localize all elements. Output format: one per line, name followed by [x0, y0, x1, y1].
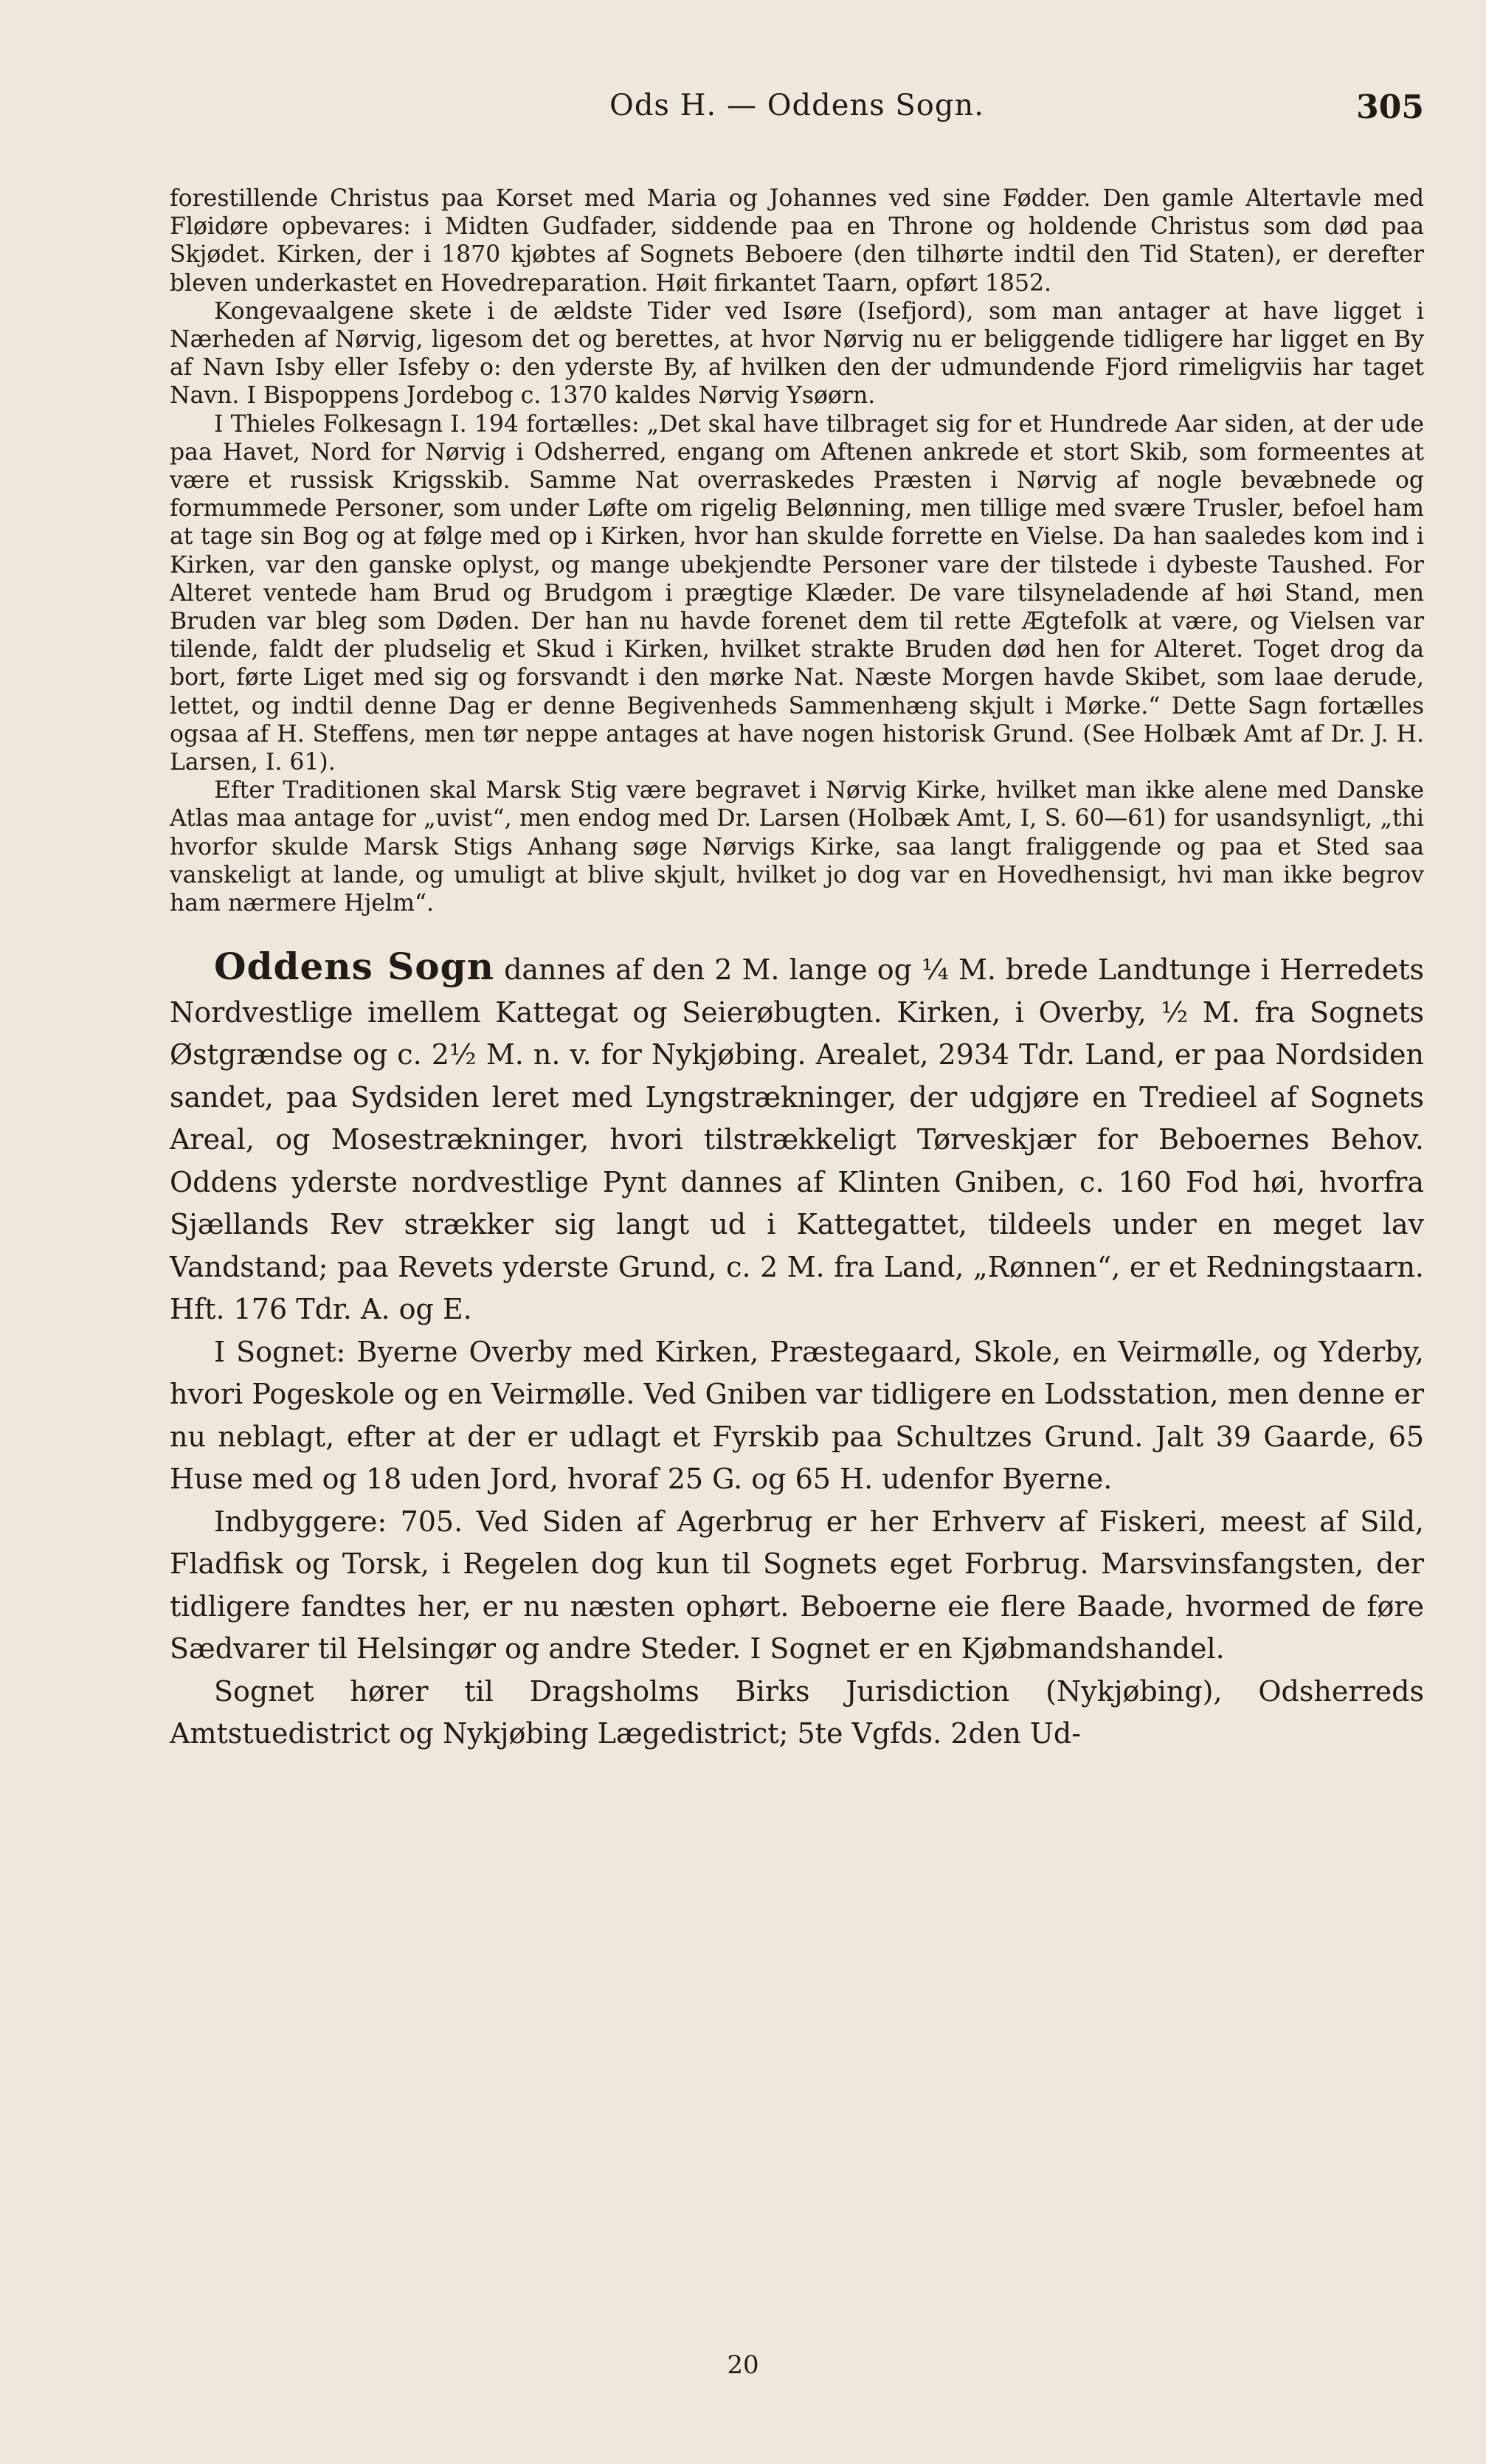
paragraph-oddens-sogn	[170, 945, 1424, 1331]
paragraph-folk-tale: I Thieles Folkesagn I. 194 fortælles: „Det skal have tilbraget sig for et Hundrede Aar siden, at der ude paa Havet, Nord for Nørvig i Odsherred, engang om Aftenen ankrede et stort Skib, som formeentes at være et russisk Krigsskib. Samme Nat overraskedes Præsten i Nørvig af nogle bevæbnede og formummede Personer, som under Løfte om rigelig Belønning, men tillige med svære Trusler, befoel ham at tage sin Bog og at følge med op i Kirken, hvor han skulde forrette en Vielse. Da han saaledes kom ind i Kirken, var den ganske oplyst, og mange ubekjendte Personer vare der tilstede i dybeste Taushed. For Alteret ventede ham Brud og Brudgom i prægtige Klæder. De vare tilsyneladende af høi Stand, men Bruden var bleg som Døden. Der han nu havde forenet dem til rette Ægtefolk at være, og Vielsen var tilende, faldt der pludselig et Skud i Kirken, hvilket strakte Bruden død hen for Alteret. Toget drog da bort, førte Liget med sig og forsvandt i den mørke Nat. Næste Morgen havde Skibet, som laae derude, lettet, og indtil denne Dag er denne Begivenheds Sammenhæng skjult i Mørke.“ Dette Sagn fortælles ogsaa af H. Steffens, men tør neppe antages at have nogen historisk Grund. (See Holbæk Amt af Dr. J. H. Larsen, I. 61).	[170, 410, 1424, 776]
paragraph-inhabitants: Indbyggere: 705. Ved Siden af Agerbrug er her Erhverv af Fiskeri, meest af Sild, Fladfisk og Torsk, i Regelen dog kun til Sognets eget Forbrug. Marsvinsfangsten, der tidligere fandtes her, er nu næsten ophørt. Beboerne eie flere Baade, hvormed de føre Sædvarer til Helsingør og andre Steder. I Sognet er en Kjøbmandshandel.	[170, 1505, 1424, 1666]
footer-signature: 20	[727, 2350, 759, 2380]
page-number: 305	[1356, 89, 1424, 126]
body-text	[170, 184, 1424, 1756]
paragraph-jurisdiction: Sognet hører til Dragsholms Birks Jurisdiction (Nykjøbing), Odsherreds Amtstuedistrict og Nykjøbing Lægedistrict; 5te Vgfds. 2den Ud-	[170, 1674, 1424, 1750]
paragraph-altarpiece: forestillende Christus paa Korset med Maria og Johannes ved sine Fødder. Den gamle Altertavle med Fløidøre opbevares: i Midten Gudfader, siddende paa en Throne og holdende Christus som død paa Skjødet. Kirken, der i 1870 kjøbtes af Sognets Beboere (den tilhørte indtil den Tid Staten), er derefter bleven underkastet en Hovedreparation. Høit firkantet Taarn, opført 1852.	[170, 185, 1424, 297]
page-header	[170, 89, 1424, 133]
paragraph-marsk-stig: Efter Traditionen skal Marsk Stig være begravet i Nørvig Kirke, hvilket man ikke alene med Danske Atlas maa antage for „uvist“, men endog med Dr. Larsen (Holbæk Amt, I, S. 60—61) for usandsynligt, „thi hvorfor skulde Marsk Stigs Anhang søge Nørvigs Kirke, saa langt fraliggende og paa et Sted saa vanskeligt at lande, og umuligt at blive skjult, hvilket jo dog var en Hovedhensigt, hvi man ikke begrov ham nærmere Hjelm“.	[170, 777, 1424, 917]
section-heading: Oddens Sogn	[214, 945, 494, 989]
paragraph-villages: I Sognet: Byerne Overby med Kirken, Præstegaard, Skole, en Veirmølle, og Yderby, hvori Pogeskole og en Veirmølle. Ved Gniben var tidligere en Lodsstation, men denne er nu neblagt, efter at der er udlagt et Fyrskib paa Schultzes Grund. Jalt 39 Gaarde, 65 Huse med og 18 uden Jord, hvoraf 25 G. og 65 H. udenfor Byerne.	[170, 1335, 1424, 1496]
running-title: Ods H. — Oddens Sogn.	[609, 89, 984, 122]
paragraph-king-elections: Kongevaalgene skete i de ældste Tider ved Isøre (Isefjord), som man antager at have ligget i Nærheden af Nørvig, ligesom det og berettes, at hvor Nørvig nu er beliggende tidligere har ligget en By af Navn Isby eller Isfeby o: den yderste By, af hvilken den der udmundende Fjord rimeligviis har taget Navn. I Bispoppens Jordebog c. 1370 kaldes Nørvig Ysøørn.	[170, 297, 1424, 410]
section-intro-text: dannes af den 2 M. lange og ¼ M. brede Landtunge i Herredets Nordvestlige imellem Kattegat og Seierøbugten. Kirken, i Overby, ½ M. fra Sognets Østgrændse og c. 2½ M. n. v. for Nykjøbing. Arealet, 2934 Tdr. Land, er paa Nordsiden sandet, paa Sydsiden leret med Lyngstrækninger, der udgjøre en Tredieel af Sognets Areal, og Mosestrækninger, hvori tilstrækkeligt Tørveskjær for Beboernes Behov. Oddens yderste nordvestlige Pynt dannes af Klinten Gniben, c. 160 Fod høi, hvorfra Sjællands Rev strækker sig langt ud i Kattegattet, tildeels under en meget lav Vandstand; paa Revets yderste Grund, c. 2 M. fra Land, „Rønnen“, er et Redningstaarn. Hft. 176 Tdr. A. og E.	[170, 953, 1425, 1326]
